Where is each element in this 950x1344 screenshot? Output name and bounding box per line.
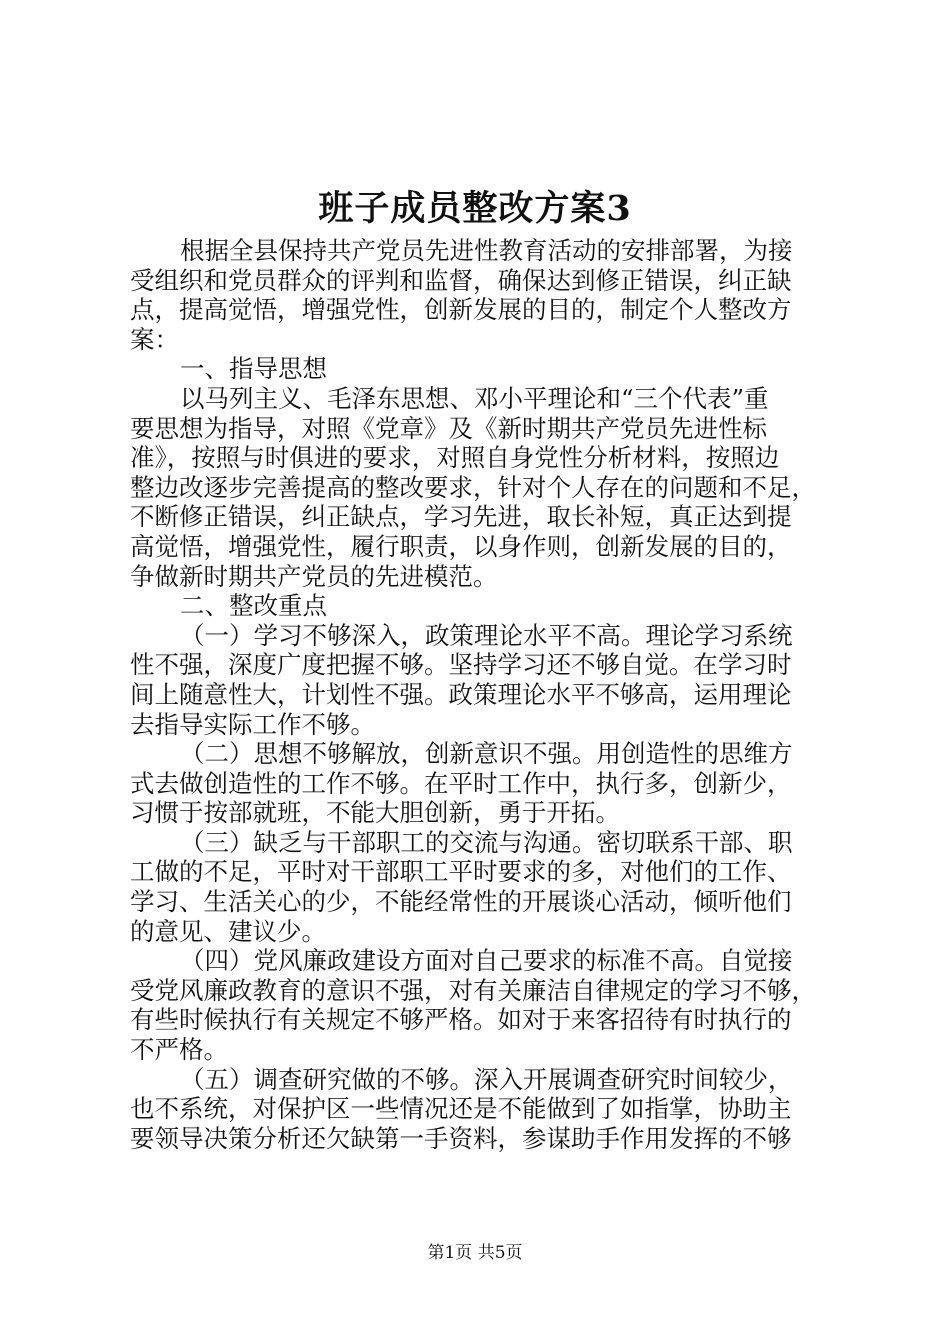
section-heading: 一、指导思想	[180, 354, 327, 384]
text-line: 学习、生活关心的少，不能经常性的开展谈心活动，倾听他们	[130, 887, 792, 917]
text-line: 受组织和党员群众的评判和监督，确保达到修正错误，纠正缺	[130, 265, 792, 295]
text-line: 工做的不足，平时对干部职工平时要求的多，对他们的工作、	[130, 857, 792, 887]
text-line: 点，提高觉悟，增强党性，创新发展的目的，制定个人整改方	[130, 295, 792, 325]
text-line: 不严格。	[130, 1035, 228, 1065]
text-line: 根据全县保持共产党员先进性教育活动的安排部署，为接	[180, 236, 793, 265]
text-line: 案：	[130, 324, 179, 354]
document-body	[130, 236, 830, 1153]
text-line: 受党风廉政教育的意识不强，对有关廉洁自律规定的学习不够，	[130, 975, 816, 1005]
text-line: 高觉悟，增强党性，履行职责，以身作则，创新发展的目的，	[130, 531, 792, 561]
text-line: 去指导实际工作不够。	[130, 709, 375, 739]
text-line: 以马列主义、毛泽东思想、邓小平理论和“三个代表”重	[180, 383, 769, 413]
text-line: 要思想为指导，对照《党章》及《新时期共产党员先进性标	[130, 413, 767, 443]
section-heading: 二、整改重点	[180, 591, 327, 621]
text-line: （一）学习不够深入，政策理论水平不高。理论学习系统	[180, 620, 793, 650]
text-line: 有些时候执行有关规定不够严格。如对于来客招待有时执行的	[130, 1005, 792, 1035]
text-line: 式去做创造性的工作不够。在平时工作中，执行多，创新少，	[130, 768, 792, 798]
text-line: 不断修正错误，纠正缺点，学习先进，取长补短，真正达到提	[130, 502, 792, 532]
document-title: 班子成员整改方案3	[318, 188, 632, 229]
text-line: （三）缺乏与干部职工的交流与沟通。密切联系干部、职	[180, 827, 793, 857]
text-line: （二）思想不够解放，创新意识不强。用创造性的思维方	[180, 739, 793, 769]
text-line: 要领导决策分析还欠缺第一手资料，参谋助手作用发挥的不够	[130, 1123, 792, 1153]
text-line: （五）调查研究做的不够。深入开展调查研究时间较少，	[180, 1064, 793, 1094]
text-line: 的意见、建议少。	[130, 916, 326, 946]
page-number: 第1页 共5页	[427, 1243, 523, 1263]
text-line: 也不系统，对保护区一些情况还是不能做到了如指掌，协助主	[130, 1094, 792, 1124]
text-line: 习惯于按部就班，不能大胆创新，勇于开拓。	[130, 798, 620, 828]
text-line: 间上随意性大，计划性不强。政策理论水平不够高，运用理论	[130, 679, 792, 709]
text-line: 性不强，深度广度把握不够。坚持学习还不够自觉。在学习时	[130, 650, 792, 680]
text-line: 整边改逐步完善提高的整改要求，针对个人存在的问题和不足，	[130, 472, 816, 502]
text-line: 准》，按照与时俱进的要求，对照自身党性分析材料，按照边	[130, 443, 780, 473]
text-line: 争做新时期共产党员的先进模范。	[130, 561, 498, 591]
text-line: （四）党风廉政建设方面对自己要求的标准不高。自觉接	[180, 946, 793, 976]
